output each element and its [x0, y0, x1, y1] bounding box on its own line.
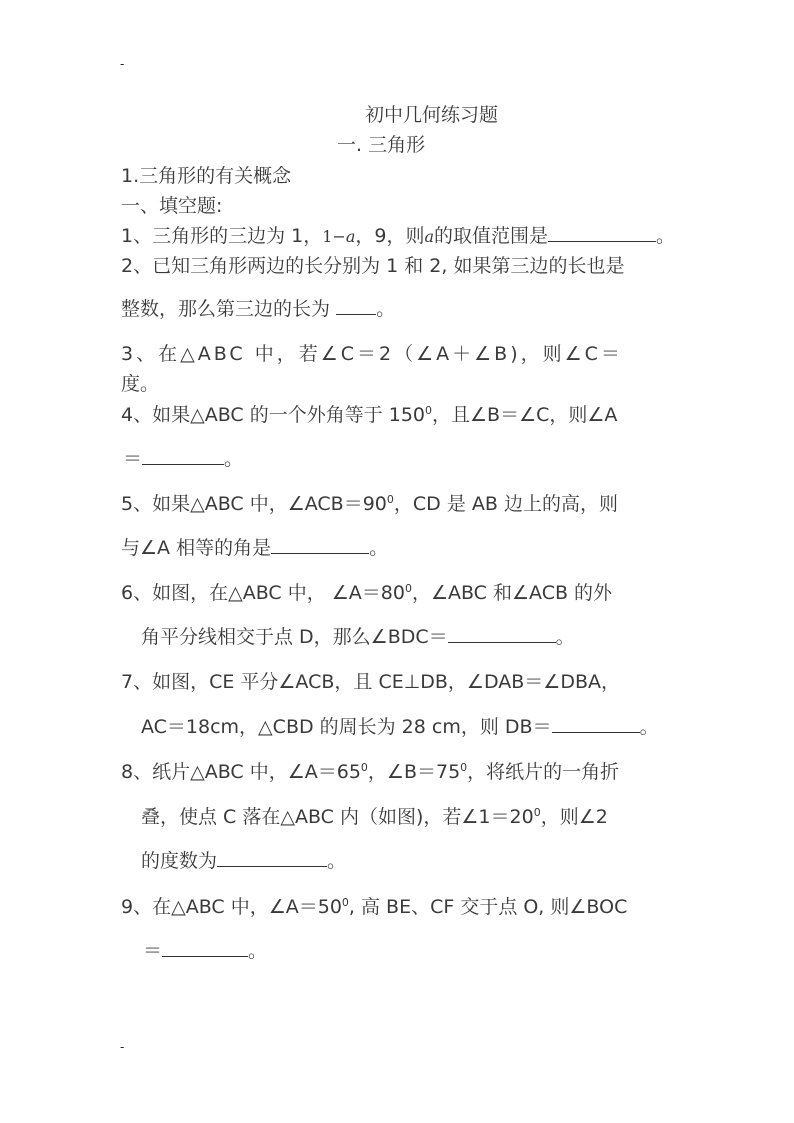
q4-text-a: 4、如果△ABC 的一个外角等于 150	[121, 404, 426, 426]
q1-end: 。	[656, 225, 676, 247]
q5-text-a: 5、如果△ABC 中，∠ACB＝90	[121, 493, 387, 515]
q6-text-a: 6、如图，在△ABC 中， ∠A＝80	[121, 582, 405, 604]
q9-end: 。	[248, 940, 268, 962]
q4-text-b: ，且∠B＝∠C，则∠A	[432, 404, 618, 426]
degree-mark: 0	[386, 493, 394, 506]
degree-mark: 0	[360, 761, 368, 774]
degree-mark: 0	[533, 806, 541, 819]
answer-blank-9[interactable]	[162, 940, 248, 957]
question-2-line-2	[121, 297, 395, 321]
q8-end: 。	[327, 850, 347, 872]
document-title: 初中几何练习题	[365, 104, 499, 126]
question-3-line-1: 3、在△ABC 中，若∠C＝2（∠A＋∠B)，则∠C＝	[121, 343, 623, 365]
q6-end: 。	[555, 626, 575, 648]
question-5-line-1	[121, 492, 618, 516]
q5-end: 。	[369, 537, 389, 559]
header-mark: -	[120, 57, 125, 71]
degree-mark: 0	[341, 896, 349, 909]
q1-variable-2: a	[424, 227, 434, 246]
chapter-heading: 一. 三角形	[337, 134, 426, 156]
degree-mark: 0	[460, 761, 468, 774]
q5-text-b: ，CD 是 AB 边上的高，则	[393, 493, 618, 515]
question-8-line-1	[121, 760, 619, 784]
part-heading: 一、填空题:	[121, 195, 223, 217]
q2-text: 整数，那么第三边的长为	[121, 298, 331, 320]
answer-blank-5[interactable]	[271, 537, 369, 554]
q1-variable: a	[345, 227, 356, 246]
q1-text-a: 1、三角形的三边为 1，	[121, 225, 323, 247]
question-6-line-2	[141, 625, 575, 649]
answer-blank-4[interactable]	[142, 448, 224, 465]
q6-text: 角平分线相交于点 D，那么∠BDC＝	[141, 626, 448, 648]
question-4-line-1	[121, 403, 617, 427]
question-4-line-2	[123, 447, 243, 471]
question-1	[121, 224, 675, 249]
question-3-line-2: 度。	[121, 373, 160, 395]
answer-blank-2[interactable]	[336, 298, 376, 315]
q1-text-b: ，9，则	[355, 225, 425, 247]
answer-blank-7[interactable]	[552, 716, 640, 733]
q9-equals: ＝	[143, 940, 163, 962]
q4-end: 。	[224, 448, 244, 470]
degree-mark: 0	[425, 404, 433, 417]
q8-text-a: 8、纸片△ABC 中，∠A＝65	[121, 761, 361, 783]
question-9-line-1	[121, 895, 627, 919]
q4-equals: ＝	[123, 448, 143, 470]
section-heading: 1.三角形的有关概念	[121, 165, 292, 187]
question-9-line-2	[143, 939, 267, 963]
footer-mark: -	[120, 1040, 125, 1054]
question-8-line-2	[141, 805, 608, 829]
q1-text-c: 的取值范围是	[434, 225, 549, 247]
q9-text-b: , 高 BE、CF 交于点 O, 则∠BOC	[348, 896, 628, 918]
q8-text-b: ，∠B＝75	[367, 761, 461, 783]
answer-blank-1[interactable]	[548, 225, 656, 242]
q1-expr: 1−	[322, 227, 346, 246]
question-5-line-2	[121, 536, 388, 560]
answer-blank-6[interactable]	[448, 626, 556, 643]
question-7-line-1: 7、如图，CE 平分∠ACB，且 CE⊥DB，∠DAB＝∠DBA，	[121, 671, 620, 693]
answer-blank-8[interactable]	[217, 850, 327, 867]
question-2-line-1: 2、已知三角形两边的长分别为 1 和 2, 如果第三边的长也是	[121, 255, 625, 277]
q7-text: AC＝18cm，△CBD 的周长为 28 cm，则 DB＝	[141, 716, 552, 738]
q8-text-f: 的度数为	[141, 850, 218, 872]
question-6-line-1	[121, 581, 612, 605]
q8-text-d: 叠，使点 C 落在△ABC 内（如图)，若∠1＝20	[141, 806, 534, 828]
question-8-line-3	[141, 849, 346, 873]
question-7-line-2	[141, 715, 659, 739]
q5-text: 与∠A 相等的角是	[121, 537, 272, 559]
q8-text-e: ，则∠2	[540, 806, 608, 828]
q2-end: 。	[376, 298, 396, 320]
q9-text-a: 9、在△ABC 中，∠A＝50	[121, 896, 342, 918]
q6-text-b: ，∠ABC 和∠ACB 的外	[411, 582, 613, 604]
q8-text-c: ，将纸片的一角折	[467, 761, 620, 783]
q7-end: 。	[639, 716, 659, 738]
degree-mark: 0	[404, 582, 412, 595]
